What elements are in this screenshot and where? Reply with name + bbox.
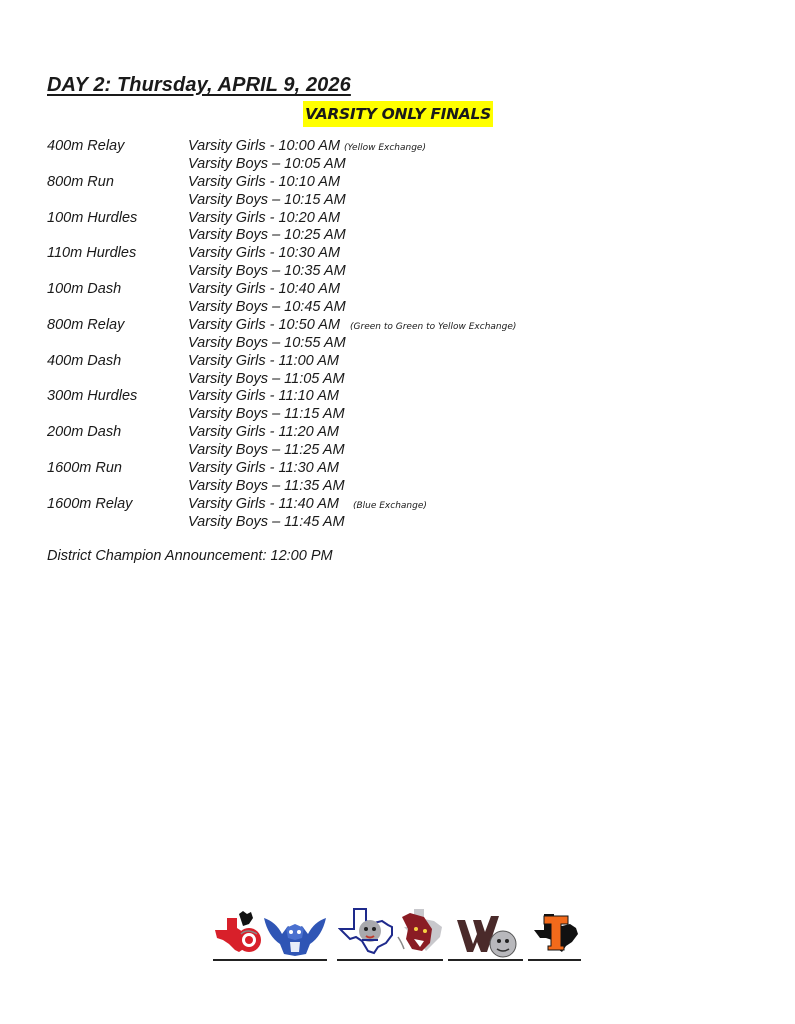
event-name: 800m Relay: [47, 316, 125, 333]
exchange-note: (Yellow Exchange): [344, 143, 426, 153]
girls-time: Varsity Girls - 11:10 AM: [188, 388, 339, 405]
exchange-note: (Green to Green to Yellow Exchange): [350, 321, 517, 332]
girls-time: Varsity Girls - 10:40 AM: [188, 281, 341, 298]
boys-time: Varsity Boys – 11:45 AM: [188, 513, 345, 530]
girls-time: Varsity Girls - 10:50 AM: [188, 316, 341, 333]
event-name: 400m Relay: [47, 138, 125, 154]
girls-time: Varsity Girls - 11:00 AM: [188, 352, 339, 369]
event-name: 300m Hurdles: [47, 388, 138, 405]
girls-time: Varsity Girls - 10:00 AM: [188, 138, 341, 154]
event-name: 800m Run: [47, 173, 114, 190]
w-bulldog-logo: [455, 912, 519, 958]
boys-time: Varsity Boys – 10:35 AM: [188, 263, 346, 280]
subtitle-highlight: VARSITY ONLY FINALS: [303, 101, 493, 127]
texas-red-spartan-logo: [213, 910, 263, 958]
texas-wildcat-logo: [394, 907, 444, 955]
logo-divider: [213, 959, 327, 961]
texas-orange-t-logo: [532, 912, 580, 954]
boys-time: Varsity Boys – 11:35 AM: [188, 477, 345, 494]
event-name: 100m Dash: [47, 281, 122, 298]
girls-time: Varsity Girls - 10:10 AM: [188, 173, 341, 190]
event-name: 1600m Run: [47, 460, 122, 477]
event-name: 400m Dash: [47, 352, 122, 369]
girls-time: Varsity Girls - 11:40 AM: [188, 495, 339, 512]
girls-time: Varsity Girls - 11:20 AM: [188, 424, 339, 441]
boys-time: Varsity Boys – 10:05 AM: [188, 155, 346, 172]
boys-time: Varsity Boys – 10:15 AM: [188, 191, 346, 208]
event-name: 110m Hurdles: [47, 245, 137, 262]
event-name: 100m Hurdles: [47, 209, 138, 226]
champion-announcement: District Champion Announcement: 12:00 PM: [47, 548, 333, 564]
boys-time: Varsity Boys – 11:05 AM: [188, 370, 345, 387]
exchange-note: (Blue Exchange): [352, 500, 427, 511]
logo-divider: [337, 959, 443, 961]
event-name: 200m Dash: [47, 424, 122, 441]
logo-divider: [528, 959, 581, 961]
boys-time: Varsity Boys – 11:15 AM: [188, 406, 345, 423]
boys-time: Varsity Boys – 11:25 AM: [188, 442, 345, 459]
logo-divider: [448, 959, 523, 961]
texas-bulldog-logo: [338, 907, 394, 955]
boys-time: Varsity Boys – 10:25 AM: [188, 227, 346, 244]
girls-time: Varsity Girls - 11:30 AM: [188, 460, 339, 477]
girls-time: Varsity Girls - 10:30 AM: [188, 245, 341, 262]
girls-time: Varsity Girls - 10:20 AM: [188, 209, 341, 226]
boys-time: Varsity Boys – 10:45 AM: [188, 299, 346, 316]
event-name: 1600m Relay: [47, 495, 133, 512]
page-title: DAY 2: Thursday, APRIL 9, 2026: [47, 74, 351, 96]
blue-owl-logo: [262, 912, 328, 958]
boys-time: Varsity Boys – 10:55 AM: [188, 334, 346, 351]
